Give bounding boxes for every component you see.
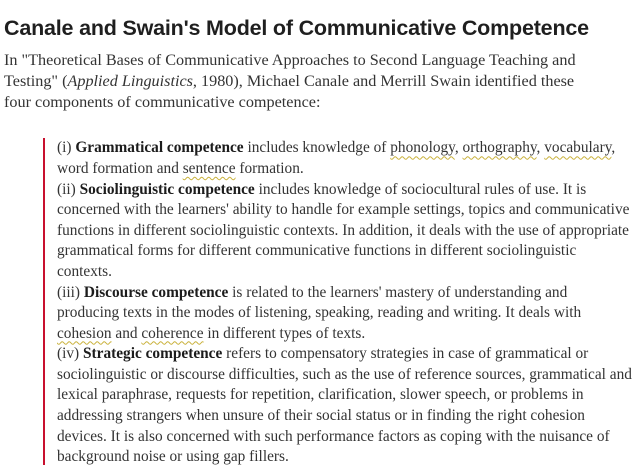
intro-paragraph xyxy=(4,50,596,113)
component-grammatical xyxy=(57,138,633,179)
component-text: , xyxy=(536,139,545,157)
term-strategic-competence: Strategic competence xyxy=(83,345,223,363)
cohesion-link[interactable]: cohesion xyxy=(57,324,112,342)
coherence-link[interactable]: coherence xyxy=(141,324,204,342)
component-discourse xyxy=(57,283,633,345)
component-numeral: (iv) xyxy=(57,345,83,363)
journal-name: Applied Linguistics xyxy=(67,72,193,90)
component-numeral: (iii) xyxy=(57,283,84,301)
component-text: , xyxy=(454,139,463,157)
term-grammatical-competence: Grammatical competence xyxy=(75,139,244,157)
term-discourse-competence: Discourse competence xyxy=(83,283,229,301)
phonology-link[interactable]: phonology xyxy=(390,139,455,157)
vocabulary-link[interactable]: vocabulary xyxy=(544,139,612,157)
component-text: refers to compensatory strategies in case of grammatical or sociolinguistic or discourse difficulties, such as the use of reference sources, grammatical and lexical paraphrase, requests for repetition, clarification, slower speech, or problems in addressing strangers when unsure of their social status or in finding the right cohesion devices. It is also concerned with such performance factors as coping with the nuisance of background noise or using gap fillers. xyxy=(57,345,632,466)
component-numeral: (i) xyxy=(57,139,76,157)
intro-text-start: In "Theoretical Bases of Communicative Approaches to Second Language Teaching and Testing" ( xyxy=(4,51,576,90)
component-text: in different types of texts. xyxy=(203,324,366,342)
component-text: includes knowledge of sociocultural rules of use. It is concerned with the learners' ability to handle for example settings, topics and communicative functions in different sociolinguistic contexts. In addition, it deals with the use of appropriate grammatical forms for different communicative functions in different sociolinguistic contexts. xyxy=(57,180,630,280)
components-blockquote xyxy=(43,138,633,465)
component-text: includes knowledge of xyxy=(243,139,391,157)
component-text: formation. xyxy=(235,159,304,177)
orthography-link[interactable]: orthography xyxy=(462,139,537,157)
component-text: and xyxy=(111,324,142,342)
component-numeral: (ii) xyxy=(57,180,80,198)
term-sociolinguistic-competence: Sociolinguistic competence xyxy=(79,180,255,198)
component-sociolinguistic xyxy=(57,180,633,283)
component-strategic xyxy=(57,344,633,468)
component-text: , word formation and xyxy=(57,139,616,177)
intro-text-end: , 1980), Michael Canale and Merrill Swain identified these four components of communicative competence: xyxy=(4,72,575,111)
page-title: Canale and Swain's Model of Communicative Competence xyxy=(4,16,589,40)
component-text: is related to the learners' mastery of understanding and producing texts in the modes of listening, speaking, reading and writing. It deals with xyxy=(57,283,582,322)
sentence-link[interactable]: sentence xyxy=(182,159,236,177)
